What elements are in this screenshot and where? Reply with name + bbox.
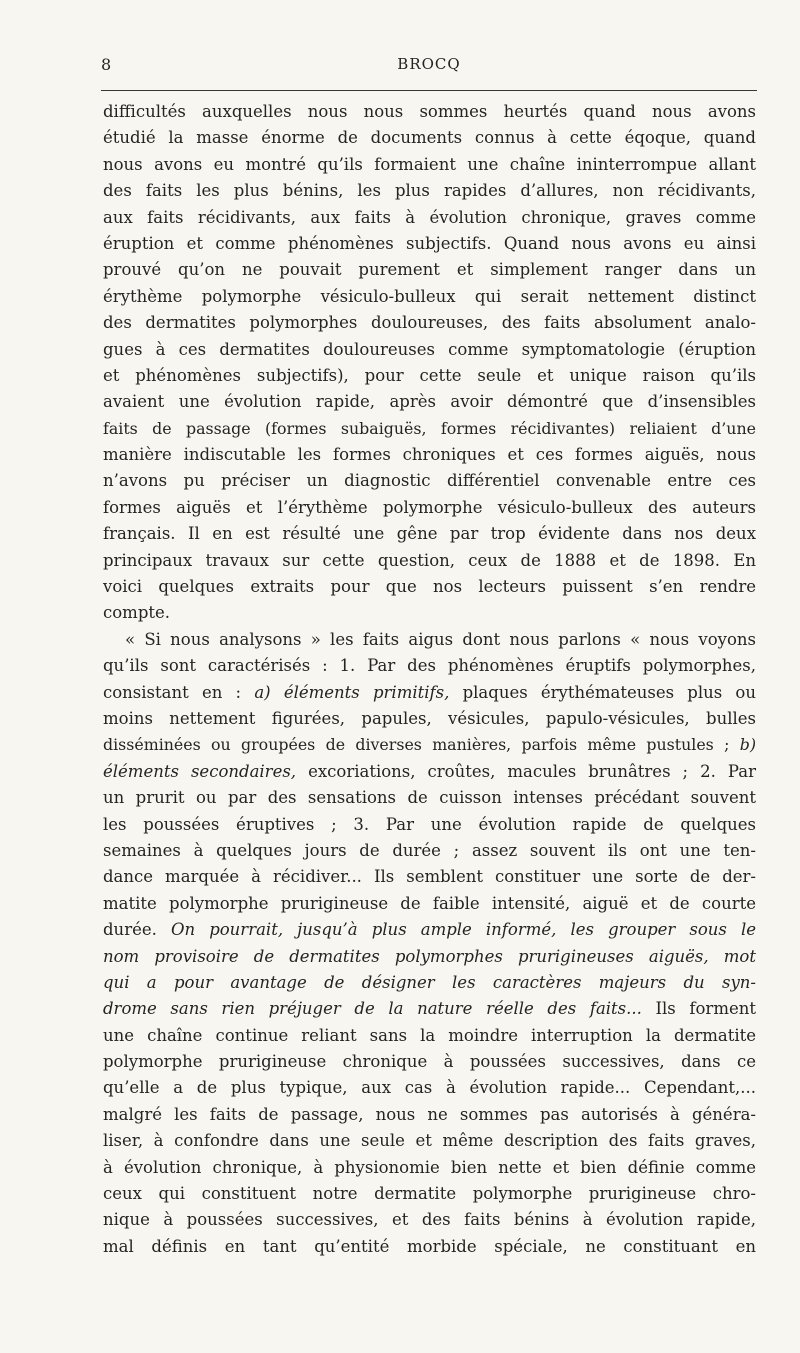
italic-text: On pourrait, jusqu’à plus ample informé, les grouper sous le [170, 920, 756, 940]
text-line: les poussées éruptives ; 3. Par une évolution rapide de quelques [103, 814, 756, 834]
running-head: BROCQ [397, 55, 461, 73]
text-line: liser, à confondre dans une seule et même description des faits graves, [103, 1131, 756, 1151]
text-run: excoriations, croûtes, macules brunâtres ; 2. Par [308, 761, 756, 781]
text-line: français. Il en est résulté une gêne par trop évidente dans nos deux [103, 524, 756, 544]
text-line: mal définis en tant qu’entité morbide spéciale, ne constituant en [103, 1236, 756, 1256]
text-run: consistant en : [103, 682, 242, 702]
text-line: polymorphe prurigineuse chronique à poussées successives, dans ce [103, 1052, 756, 1072]
text-line: matite polymorphe prurigineuse de faible intensité, aiguë et de courte [103, 893, 756, 913]
italic-text: éléments primitifs, [283, 682, 450, 702]
text-run: plaques érythémateuses plus ou [462, 682, 756, 702]
text-run: Ils forment [655, 999, 756, 1019]
text-line: principaux travaux sur cette question, ceux de 1888 et de 1898. En [103, 550, 756, 570]
text-line: gues à ces dermatites douloureuses comme symptomatologie (éruption [103, 339, 756, 359]
header-rule [101, 90, 757, 91]
italic-text: drome sans rien préjuger de la nature réelle des faits... [103, 999, 642, 1019]
text-line [103, 759, 756, 785]
text-line: « Si nous analysons » les faits aigus dont nous parlons « nous voyons [125, 629, 756, 649]
text-line: voici quelques extraits pour que nos lecteurs puissent s’en rendre [103, 577, 756, 597]
italic-text: éléments secondaires, [103, 761, 297, 781]
text-line: dance marquée à récidiver... Ils semblent constituer une sorte de der- [103, 867, 756, 887]
italic-text: nom provisoire de dermatites polymorphes prurigineuses aiguës, mot [103, 946, 756, 966]
text-line: compte. [103, 603, 171, 623]
text-line: formes aiguës et l’érythème polymorphe vésiculo-bulleux des auteurs [103, 497, 756, 517]
page-header [101, 55, 757, 81]
text-line: nous avons eu montré qu’ils formaient une chaîne ininterrompue allant [103, 154, 756, 174]
italic-text: qui a pour avantage de désigner les caractères majeurs du syn- [103, 972, 756, 992]
text-line [103, 917, 756, 943]
text-line: difficultés auxquelles nous nous sommes heurtés quand nous avons [103, 102, 756, 121]
text-line: qu’elle a de plus typique, aux cas à évolution rapide... Cependant,... [103, 1078, 756, 1098]
text-line: avaient une évolution rapide, après avoir démontré que d’insensibles [103, 392, 756, 412]
text-line: n’avons pu préciser un diagnostic différentiel convenable entre ces [103, 471, 756, 491]
text-line: ceux qui constituent notre dermatite polymorphe prurigineuse chro- [103, 1184, 756, 1204]
text-line: prouvé qu’on ne pouvait purement et simplement ranger dans un [103, 260, 756, 280]
text-line: étudié la masse énorme de documents connus à cette éqoque, quand [103, 128, 756, 148]
text-line: une chaîne continue reliant sans la moindre interruption la dermatite [103, 1025, 756, 1045]
text-line [103, 970, 756, 996]
text-line: qu’ils sont caractérisés : 1. Par des phénomènes éruptifs polymorphes, [103, 656, 756, 676]
text-line [103, 996, 756, 1022]
text-line: aux faits récidivants, aux faits à évolution chronique, graves comme [103, 207, 756, 227]
text-run: durée. [103, 920, 157, 940]
text-line: érythème polymorphe vésiculo-bulleux qui serait nettement distinct [103, 286, 756, 306]
body-text [103, 99, 756, 1260]
text-line: malgré les faits de passage, nous ne sommes pas autorisés à généra- [103, 1104, 756, 1124]
text-line: semaines à quelques jours de durée ; assez souvent ils ont une ten- [103, 840, 756, 860]
text-line: des dermatites polymorphes douloureuses, des faits absolument analo- [103, 313, 756, 333]
text-line [103, 680, 756, 706]
text-line: des faits les plus bénins, les plus rapides d’allures, non récidivants, [103, 181, 756, 201]
text-line: moins nettement figurées, papules, vésicules, papulo-vésicules, bulles [103, 708, 756, 728]
text-line: éruption et comme phénomènes subjectifs. Quand nous avons eu ainsi [103, 233, 756, 253]
text-run: disséminées ou groupées de diverses manières, parfois même pustules ; [103, 735, 730, 755]
page-number: 8 [101, 55, 112, 74]
text-line: faits de passage (formes subaiguës, formes récidivantes) reliaient d’une [103, 418, 756, 438]
text-line [103, 944, 756, 970]
text-line: nique à poussées successives, et des faits bénins à évolution rapide, [103, 1210, 756, 1230]
italic-text: b) [739, 735, 756, 755]
text-line: à évolution chronique, à physionomie bien nette et bien définie comme [103, 1157, 756, 1177]
text-line: et phénomènes subjectifs), pour cette seule et unique raison qu’ils [103, 365, 756, 385]
text-line: manière indiscutable les formes chroniques et ces formes aiguës, nous [103, 445, 756, 465]
text-line [103, 732, 756, 758]
text-line: un prurit ou par des sensations de cuisson intenses précédant souvent [103, 788, 756, 808]
italic-text: a) [254, 682, 271, 702]
